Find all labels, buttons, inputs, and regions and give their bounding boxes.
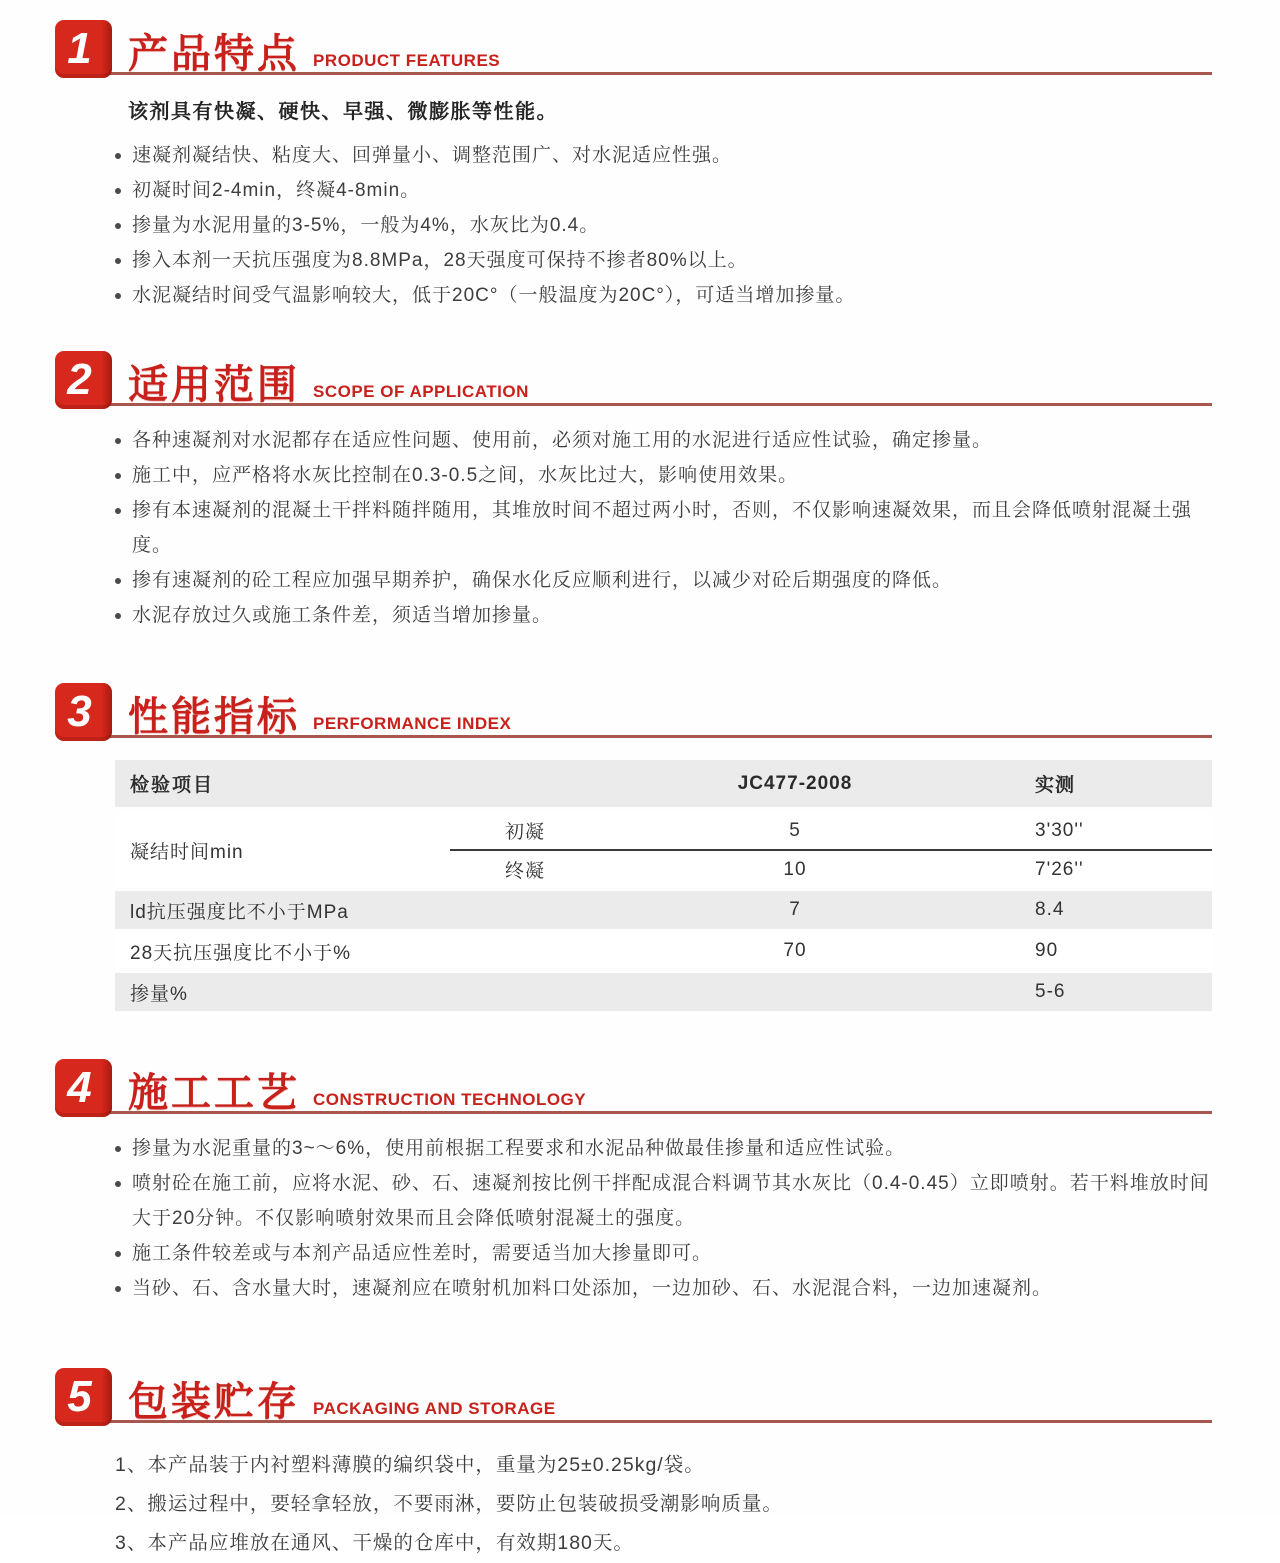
section-header-4 [55,1057,1212,1117]
cell-measured: 3'30'' [1035,819,1084,841]
cell-item: 掺量% [130,983,188,1005]
section-number-badge [55,1368,112,1426]
section-title: 施工工艺 [128,1071,300,1115]
section-title: 适用范围 [128,363,300,407]
numbered-item: 3、本产品应堆放在通风、干燥的仓库中，有效期180天。 [115,1532,634,1554]
section-title: 产品特点 [128,32,300,76]
section-subtitle: PERFORMANCE INDEX [313,714,512,733]
section-subtitle: PRODUCT FEATURES [313,51,501,70]
section-subtitle: PACKAGING AND STORAGE [313,1399,556,1418]
table-row [115,891,1212,929]
table-header-row [115,760,1212,807]
section-number-badge [55,20,112,78]
numbered-item: 1、本产品装于内衬塑料薄膜的编织袋中，重量为25±0.25kg/袋。 [115,1454,705,1476]
bullet-item: 水泥存放过久或施工条件差，须适当增加掺量。 [115,598,1212,633]
section-scope-of-application [55,349,1212,633]
section-number-badge [55,1059,112,1117]
header-cell-item: 检验项目 [130,775,215,796]
table-subrow-final [450,851,1212,888]
construction-list [55,1131,1212,1306]
section-header-1 [55,18,1212,78]
bullet-item: 各种速凝剂对水泥都存在适应性问题、使用前，必须对施工用的水泥进行适应性试验，确定掺量。 [115,423,1212,458]
cell-item: ld抗压强度比不小于MPa [130,901,349,923]
scope-list [55,423,1212,633]
section-title: 包装贮存 [128,1380,300,1424]
bullet-item: 掺有本速凝剂的混凝土干拌料随拌随用，其堆放时间不超过两小时，否则，不仅影响速凝效果，而且会降低喷射混凝土强度。 [115,493,1212,563]
cell-measured: 8.4 [1035,899,1065,920]
bullet-item: 掺入本剂一天抗压强度为8.8MPa，28天强度可保持不掺者80%以上。 [115,243,1212,278]
section-number: 2 [67,355,92,404]
section-title: 性能指标 [128,695,300,739]
section-number: 1 [67,24,92,73]
features-list [55,138,1212,313]
cell-sub-label: 初凝 [505,822,546,843]
section-construction-technology [55,1057,1212,1306]
cell-standard: 5 [789,819,801,841]
cell-item: 28天抗压强度比不小于% [130,942,352,964]
bullet-item: 当砂、石、含水量大时，速凝剂应在喷射机加料口处添加，一边加砂、石、水泥混合料，一边加速凝剂。 [115,1271,1212,1306]
bullet-item: 速凝剂凝结快、粘度大、回弹量小、调整范围广、对水泥适应性强。 [115,138,1212,173]
bullet-item: 初凝时间2-4min，终凝4-8min。 [115,173,1212,208]
packaging-list [115,1446,1212,1563]
section-number-badge [55,683,112,741]
section-number: 4 [67,1063,92,1112]
section-number: 3 [67,687,92,736]
table-row [115,932,1212,970]
bullet-item: 施工条件较差或与本剂产品适应性差时，需要适当加大掺量即可。 [115,1236,1212,1271]
header-cell-measured: 实测 [1035,775,1076,796]
cell-measured: 90 [1035,940,1059,961]
section-header-2 [55,349,1212,409]
bullet-item: 水泥凝结时间受气温影响较大，低于20C°（一般温度为20C°），可适当增加掺量。 [115,278,1212,313]
section-subtitle: SCOPE OF APPLICATION [313,382,529,401]
cell-measured: 5-6 [1035,981,1066,1002]
cell-standard: 70 [783,940,807,961]
bullet-item: 施工中，应严格将水灰比控制在0.3-0.5之间，水灰比过大，影响使用效果。 [115,458,1212,493]
bullet-item: 喷射砼在施工前，应将水泥、砂、石、速凝剂按比例干拌配成混合料调节其水灰比（0.4-0.45）立即喷射。若干料堆放时间大于20分钟。不仅影响喷射效果而且会降低喷射混凝土的强度。 [115,1166,1212,1236]
cell-standard: 7 [789,899,801,920]
cell-item: 凝结时间min [130,841,244,863]
features-intro: 该剂具有快凝、硬快、早强、微膨胀等性能。 [128,101,558,123]
bullet-item: 掺有速凝剂的砼工程应加强早期养护，确保水化反应顺利进行，以减少对砼后期强度的降低。 [115,563,1212,598]
bullet-item: 掺量为水泥用量的3-5%，一般为4%，水灰比为0.4。 [115,208,1212,243]
table-subrow-initial [450,812,1212,849]
section-number: 5 [67,1372,92,1421]
section-number-badge [55,351,112,409]
table-row [115,973,1212,1011]
bullet-item: 掺量为水泥重量的3~～6%，使用前根据工程要求和水泥品种做最佳掺量和适应性试验。 [115,1131,1212,1166]
setting-time-subrows [450,812,1212,888]
cell-sub-label: 终凝 [505,861,546,882]
cell-measured: 7'26'' [1035,858,1084,880]
section-performance-index [55,681,1212,1011]
section-header-5 [55,1366,1212,1426]
numbered-item: 2、搬运过程中，要轻拿轻放，不要雨淋，要防止包装破损受潮影响质量。 [115,1493,783,1515]
section-header-3 [55,681,1212,741]
cell-standard: 10 [783,858,807,880]
table-row-setting-time [115,812,1212,888]
performance-table [115,760,1212,1011]
section-packaging-storage [55,1366,1212,1563]
header-cell-standard: JC477-2008 [737,772,853,794]
section-product-features [55,18,1212,313]
section-subtitle: CONSTRUCTION TECHNOLOGY [313,1090,587,1109]
